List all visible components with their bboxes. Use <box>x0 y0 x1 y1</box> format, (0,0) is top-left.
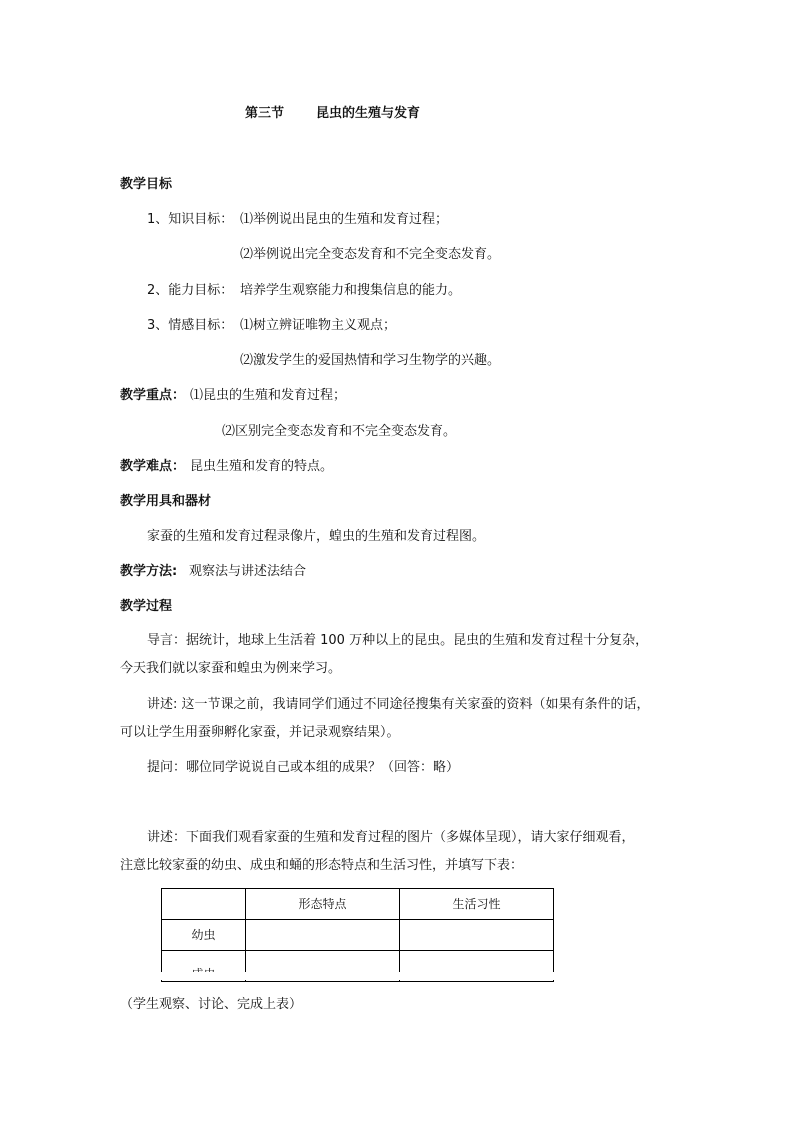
key-point-1: ⑴昆虫的生殖和发育过程； <box>190 388 347 403</box>
table-row-label: 幼虫 <box>162 920 246 951</box>
section-number: 第三节 <box>245 106 285 121</box>
talk1-line-2: 可以让学生用蚕卵孵化家蚕，并记录观察结果）。 <box>120 725 400 740</box>
talk1-line-1: 讲述: 这一节课之前，我请同学们通过不同途径搜集有关家蚕的资料（如果有条件的话， <box>147 697 650 712</box>
methods-label: 教学方法: <box>120 564 178 579</box>
methods-text: 观察法与讲述法结合 <box>189 564 307 579</box>
table-header-row <box>162 889 554 920</box>
ability-objective-label: 2、能力目标： <box>147 283 234 298</box>
observation-table <box>161 888 554 982</box>
intro-line-1: 导言：据统计，地球上生活着 100 万种以上的昆虫。昆虫的生殖和发育过程十分复杂， <box>147 633 649 648</box>
page-break-mask <box>158 972 558 980</box>
knowledge-objective-2: ⑵举例说出完全变态发育和不完全变态发育。 <box>240 247 501 262</box>
emotion-objective-2: ⑵激发学生的爱国热情和学习生物学的兴趣。 <box>240 353 501 368</box>
objectives-heading: 教学目标 <box>120 177 173 192</box>
difficulty-label: 教学难点： <box>120 459 186 474</box>
table-header-cell: 形态特点 <box>246 889 400 920</box>
key-points-label: 教学重点： <box>120 388 186 403</box>
question-line: 提问：哪位同学说说自己或本组的成果？（回答：略） <box>147 760 460 775</box>
ability-objective-1: 培养学生观察能力和搜集信息的能力。 <box>240 283 462 298</box>
table-row <box>162 920 554 951</box>
talk2-line-2: 注意比较家蚕的幼虫、成虫和蛹的形态特点和生活习性，并填写下表： <box>120 858 524 873</box>
table-header-cell: 生活习性 <box>400 889 554 920</box>
intro-line-2: 今天我们就以家蚕和蝗虫为例来学习。 <box>120 661 342 676</box>
table-cell <box>246 920 400 951</box>
difficulty-text: 昆虫生殖和发育的特点。 <box>190 459 334 474</box>
table-cell <box>400 920 554 951</box>
closing-note: （学生观察、讨论、完成上表） <box>120 997 303 1012</box>
page-title: 昆虫的生殖与发育 <box>316 106 421 121</box>
emotion-objective-1: ⑴树立辨证唯物主义观点； <box>240 318 397 333</box>
knowledge-objective-label: 1、知识目标： <box>147 212 234 227</box>
talk2-line-1: 讲述：下面我们观看家蚕的生殖和发育过程的图片（多媒体呈现），请大家仔细观看， <box>147 830 635 845</box>
table-header-cell <box>162 889 246 920</box>
emotion-objective-label: 3、情感目标： <box>147 318 234 333</box>
key-point-2: ⑵区别完全变态发育和不完全变态发育。 <box>222 424 457 439</box>
process-heading: 教学过程 <box>120 599 173 614</box>
tools-heading: 教学用具和器材 <box>120 494 212 509</box>
tools-text: 家蚕的生殖和发育过程录像片，蝗虫的生殖和发育过程图。 <box>147 529 486 544</box>
knowledge-objective-1: ⑴举例说出昆虫的生殖和发育过程； <box>240 212 449 227</box>
